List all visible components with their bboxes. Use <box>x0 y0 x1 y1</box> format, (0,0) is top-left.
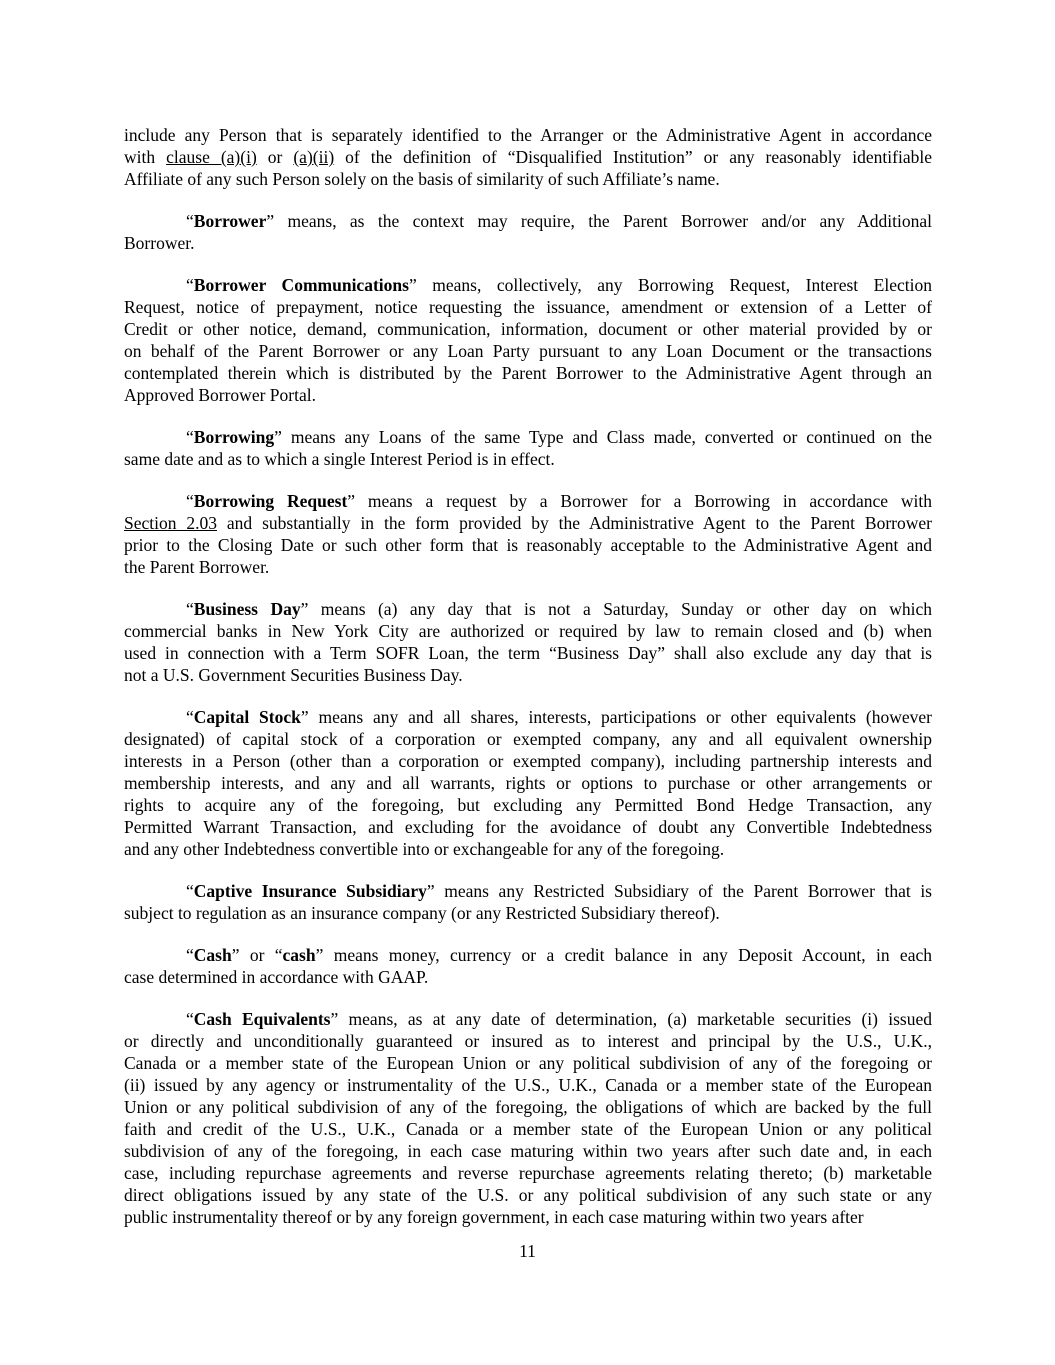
text-line <box>124 124 932 146</box>
text-line <box>124 362 932 384</box>
text-line <box>124 534 932 556</box>
text-run: interests in a Person (other than a corporation or exempted company), including partnership interests and <box>124 751 932 771</box>
cross-reference: Section 2.03 <box>124 513 218 533</box>
defined-term: Capital Stock <box>193 707 301 727</box>
text-run: subject to regulation as an insurance company (or any Restricted Subsidiary thereof). <box>124 903 720 923</box>
text-run: “ <box>186 599 194 619</box>
text-line <box>124 146 932 168</box>
text-run: and any other Indebtedness convertible into or exchangeable for any of the foregoing. <box>124 839 725 859</box>
text-line <box>124 1140 932 1162</box>
text-line <box>186 944 932 966</box>
text-run: faith and credit of the U.S., U.K., Canada or a member state of the European Union or any political <box>124 1119 932 1139</box>
defined-term: Captive Insurance Subsidiary <box>193 881 427 901</box>
text-run: and substantially in the form provided by the Administrative Agent to the Parent Borrower <box>217 513 932 533</box>
text-line <box>124 168 720 190</box>
text-line <box>186 274 932 296</box>
text-run: Request, notice of prepayment, notice requesting the issuance, amendment or extension of a Letter of <box>124 297 932 317</box>
text-run: subdivision of any of the foregoing, in each case maturing within two years after such date and, in each <box>124 1141 932 1161</box>
defined-term: Borrower <box>193 211 267 231</box>
text-line <box>124 384 316 406</box>
text-line <box>124 1096 932 1118</box>
text-run: Borrower. <box>124 233 195 253</box>
text-run: ” means (a) any day that is not a Saturday, Sunday or other day on which <box>300 599 932 619</box>
text-line <box>124 966 428 988</box>
text-run: Canada or a member state of the European Union or any political subdivision of any of the foregoing or <box>124 1053 932 1073</box>
text-line <box>124 902 720 924</box>
text-run: include any Person that is separately identified to the Arranger or the Administrative Agent in accordance <box>124 125 932 145</box>
text-line <box>186 210 932 232</box>
text-line <box>124 642 932 664</box>
text-line <box>186 880 932 902</box>
text-line <box>124 816 932 838</box>
text-run: or directly and unconditionally guaranteed or insured as to interest and principal by the U.S., U.K., <box>124 1031 932 1051</box>
text-run: rights to acquire any of the foregoing, but excluding any Permitted Bond Hedge Transaction, any <box>124 795 932 815</box>
text-run: “ <box>186 427 194 447</box>
text-run: commercial banks in New York City are authorized or required by law to remain closed and (b) when <box>124 621 932 641</box>
text-run: “ <box>186 881 194 901</box>
text-run: Permitted Warrant Transaction, and excluding for the avoidance of doubt any Convertible Indebtedness <box>124 817 932 837</box>
text-run: not a U.S. Government Securities Business Day. <box>124 665 463 685</box>
text-line <box>124 772 932 794</box>
text-line <box>186 1008 932 1030</box>
defined-term: Cash Equivalents <box>193 1009 331 1029</box>
text-run: “ <box>186 707 194 727</box>
text-run: ” means, collectively, any Borrowing Request, Interest Election <box>408 275 932 295</box>
text-run: Approved Borrower Portal. <box>124 385 316 405</box>
text-run: “ <box>186 1009 194 1029</box>
defined-term: Borrowing <box>193 427 275 447</box>
text-line <box>186 706 932 728</box>
text-run: case determined in accordance with GAAP. <box>124 967 429 987</box>
text-run: ” means, as at any date of determination, (a) marketable securities (i) issued <box>330 1009 932 1029</box>
text-line <box>124 1162 932 1184</box>
text-run: “ <box>186 275 194 295</box>
text-line <box>124 728 932 750</box>
text-run: prior to the Closing Date or such other form that is reasonably acceptable to the Administrative Agent and <box>124 535 932 555</box>
text-run: ” means any and all shares, interests, participations or other equivalents (however <box>300 707 932 727</box>
text-line <box>186 426 932 448</box>
text-line <box>124 1074 932 1096</box>
text-line <box>124 1118 932 1140</box>
text-run: “ <box>186 491 194 511</box>
text-run: Affiliate of any such Person solely on the basis of similarity of such Affiliate’s name. <box>124 169 720 189</box>
text-line <box>186 490 932 512</box>
text-line <box>124 794 932 816</box>
text-line <box>124 448 555 470</box>
text-line <box>124 512 932 534</box>
text-run: ” means any Restricted Subsidiary of the Parent Borrower that is <box>426 881 932 901</box>
defined-term: Cash <box>193 945 232 965</box>
text-run: “ <box>186 211 194 231</box>
text-line <box>186 598 932 620</box>
defined-term: Borrower Communications <box>193 275 409 295</box>
text-line <box>124 750 932 772</box>
text-run: or <box>256 147 294 167</box>
text-run: ” means money, currency or a credit balance in any Deposit Account, in each <box>315 945 932 965</box>
text-line <box>124 318 932 340</box>
text-run: (ii) issued by any agency or instrumentality of the U.S., U.K., Canada or a member state of the European <box>124 1075 932 1095</box>
text-run: contemplated therein which is distributed by the Parent Borrower to the Administrative Agent through an <box>124 363 932 383</box>
text-line <box>124 1052 932 1074</box>
text-line <box>124 664 463 686</box>
text-run: public instrumentality thereof or by any foreign government, in each case maturing within two years after <box>124 1207 864 1227</box>
page-number: 11 <box>519 1241 536 1261</box>
text-run: ” means a request by a Borrower for a Borrowing in accordance with <box>347 491 932 511</box>
text-line <box>124 232 194 254</box>
text-line <box>124 1206 864 1228</box>
text-run: membership interests, and any and all warrants, rights or options to purchase or other arrangements or <box>124 773 932 793</box>
text-line <box>124 620 932 642</box>
text-run: with <box>124 147 167 167</box>
cross-reference: (a)(ii) <box>293 147 335 167</box>
text-line <box>124 296 932 318</box>
text-run: Union or any political subdivision of any of the foregoing, the obligations of which are backed by the full <box>124 1097 932 1117</box>
text-run: case, including repurchase agreements and reverse repurchase agreements relating thereto; (b) marketable <box>124 1163 932 1183</box>
text-run: ” or “ <box>231 945 283 965</box>
text-run: the Parent Borrower. <box>124 557 270 577</box>
text-run: direct obligations issued by any state of the U.S. or any political subdivision of any such state or any <box>124 1185 932 1205</box>
text-run: used in connection with a Term SOFR Loan, the term “Business Day” shall also exclude any day that is <box>124 643 932 663</box>
text-line <box>124 340 932 362</box>
text-run: ” means, as the context may require, the Parent Borrower and/or any Additional <box>266 211 932 231</box>
defined-term: Borrowing Request <box>193 491 348 511</box>
text-line <box>124 838 724 860</box>
text-run: ” means any Loans of the same Type and Class made, converted or continued on the <box>274 427 932 447</box>
text-line <box>124 1184 932 1206</box>
text-run: Credit or other notice, demand, communication, information, document or other material provided by or <box>124 319 932 339</box>
text-run: of the definition of “Disqualified Institution” or any reasonably identifiable <box>334 147 932 167</box>
cross-reference: clause (a)(i) <box>166 147 257 167</box>
text-run: designated) of capital stock of a corporation or exempted company, any and all equivalent ownership <box>124 729 932 749</box>
text-line <box>124 1030 932 1052</box>
text-line <box>124 556 269 578</box>
defined-term: Business Day <box>193 599 301 619</box>
text-run: same date and as to which a single Interest Period is in effect. <box>124 449 555 469</box>
defined-term: cash <box>282 945 316 965</box>
text-run: “ <box>186 945 194 965</box>
text-run: on behalf of the Parent Borrower or any Loan Party pursuant to any Loan Document or the transactions <box>124 341 932 361</box>
